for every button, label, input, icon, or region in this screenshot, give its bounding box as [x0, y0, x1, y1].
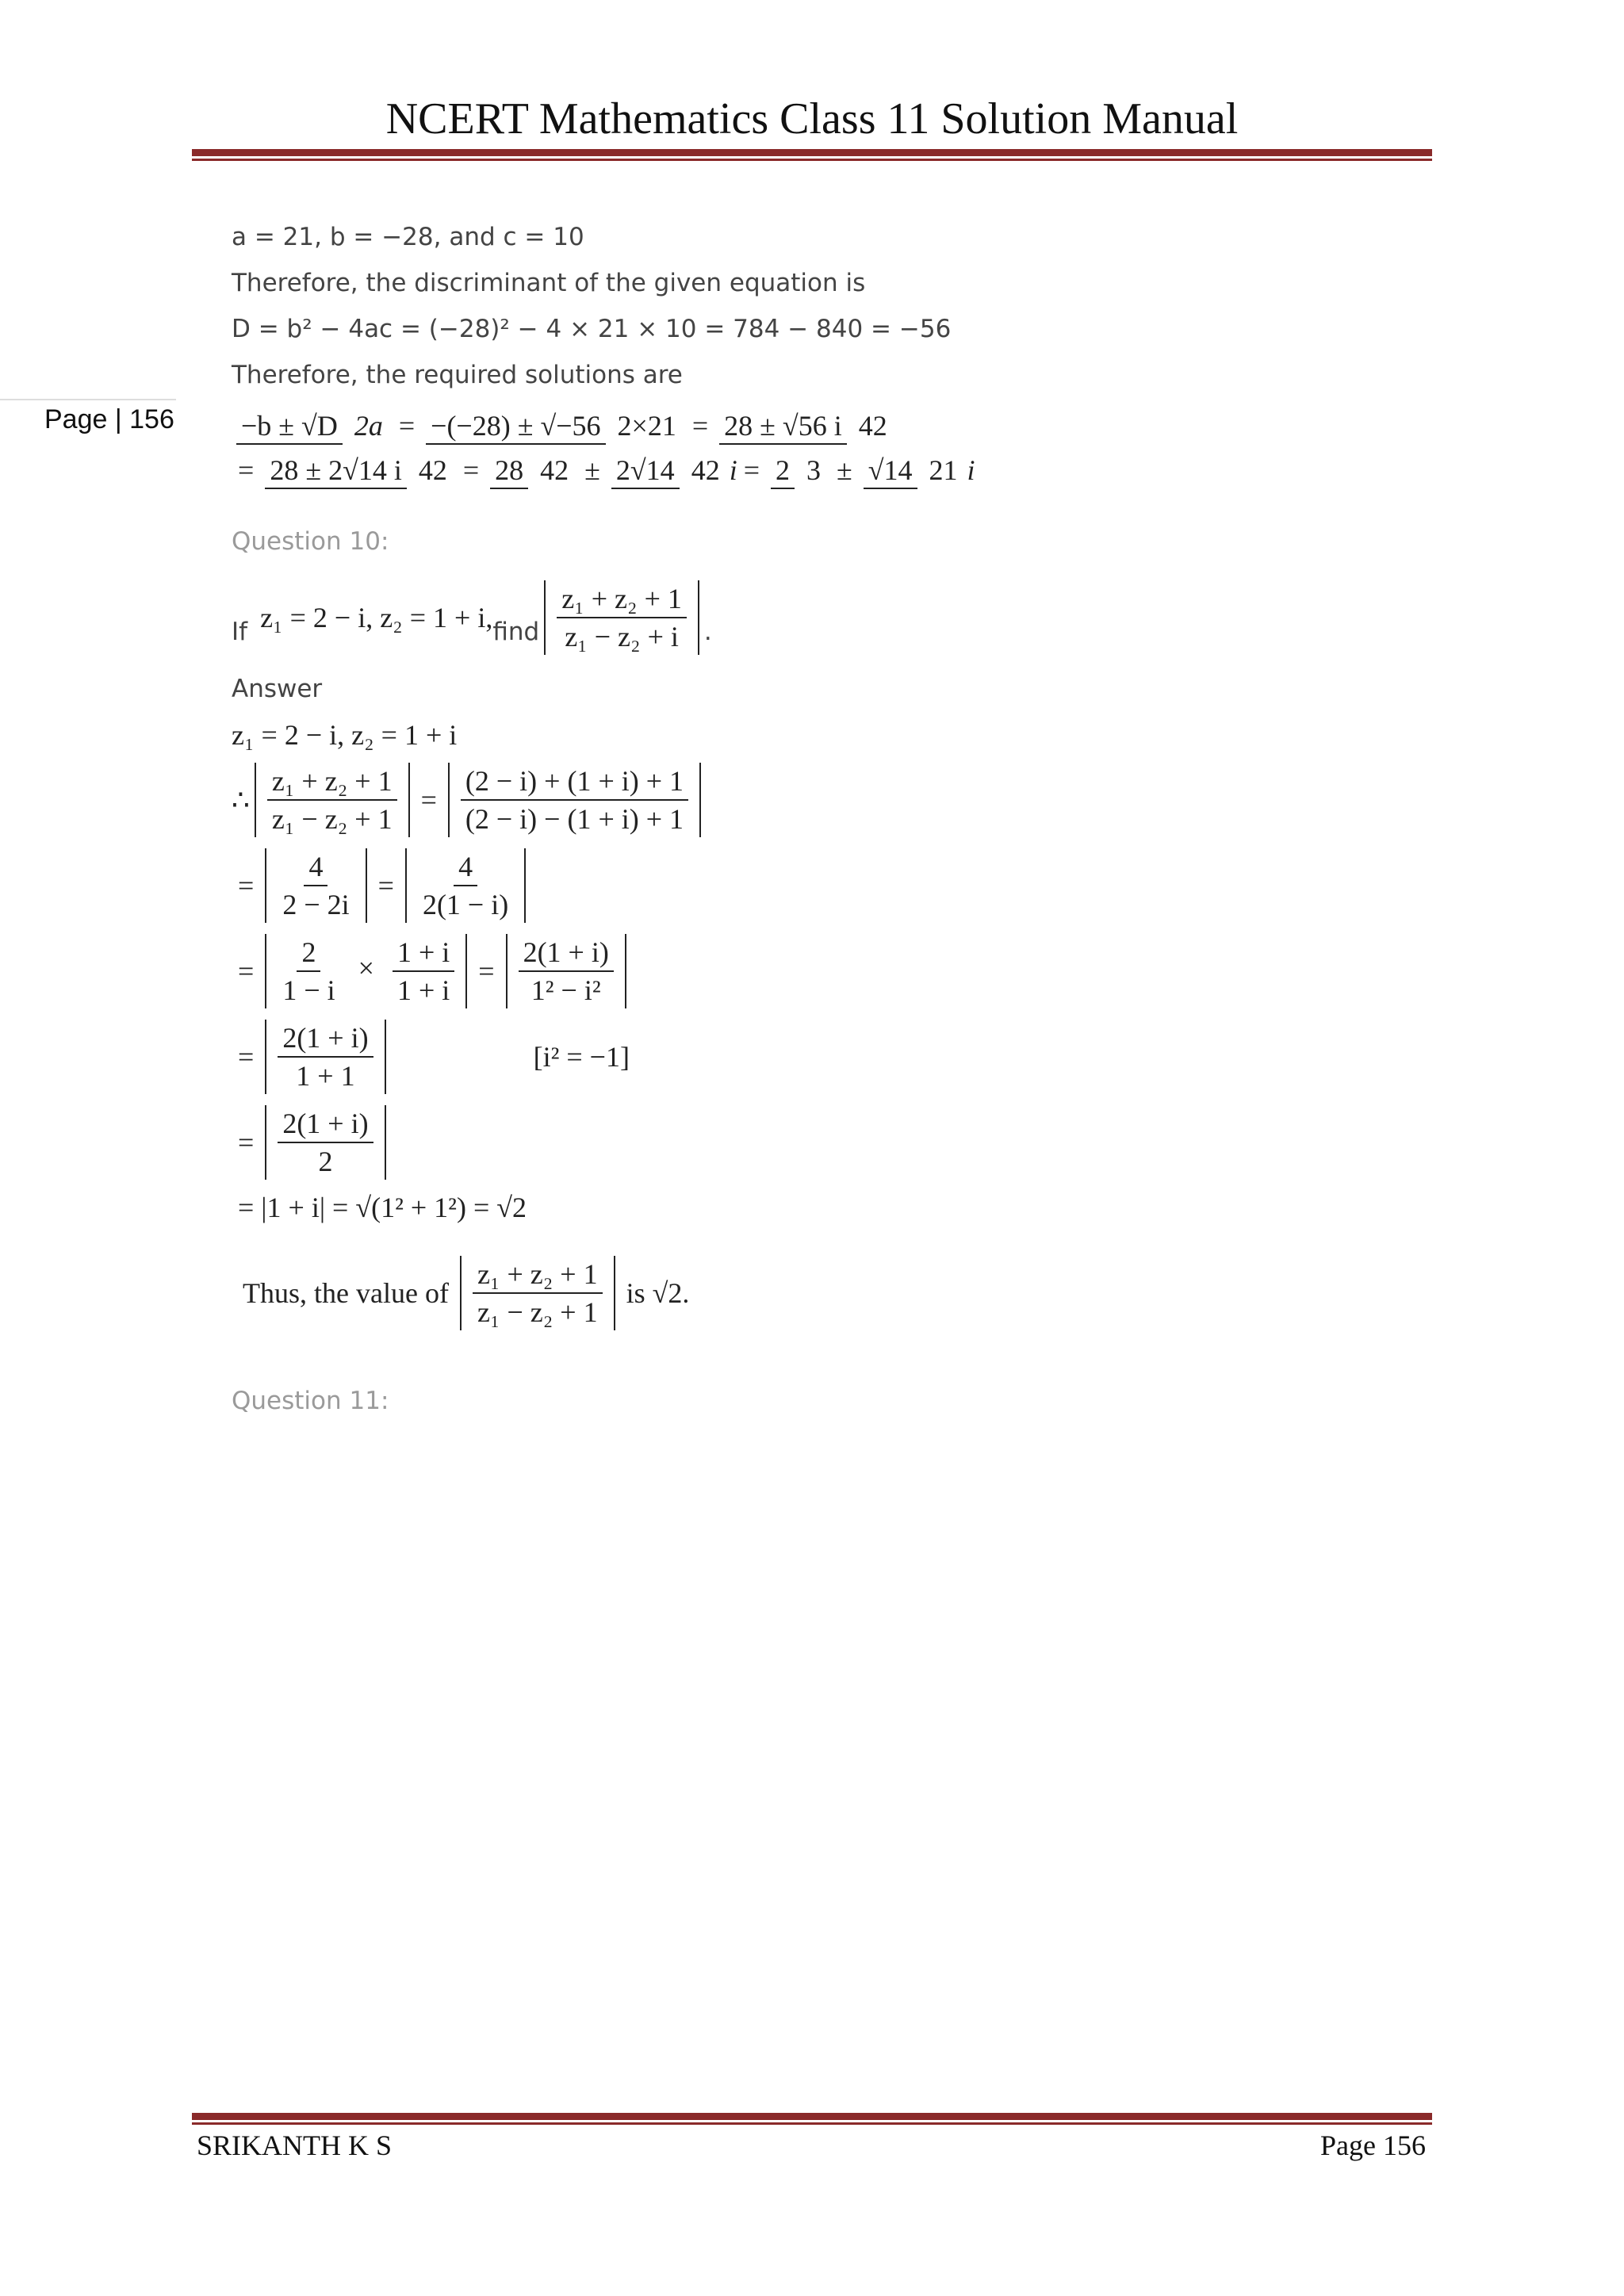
header-rule: [192, 149, 1432, 161]
solution-row-2: = 28 ± 2√14 i 42 = 28 42 ± 2√14 42 i = 2 3 ± √14 21 i: [232, 453, 1342, 487]
fraction: −(−28) ± √−56 2×21: [426, 409, 681, 442]
question-10-heading: Question 10:: [232, 527, 389, 556]
margin-page-label: Page | 156: [44, 404, 174, 434]
solution-row-1: −b ± √D 2a = −(−28) ± √−56 2×21 = 28 ± √56 i 42: [232, 409, 1342, 442]
absolute-value: $\frac{2(1 + i)}{1 + 1}$: [265, 1020, 385, 1094]
answer-label: Answer: [232, 675, 323, 703]
footer-page-number: Page 156: [1320, 2130, 1426, 2161]
absolute-value: $\frac{2(1 + i)}{2}$: [265, 1105, 385, 1180]
page-content: [232, 214, 1342, 1424]
absolute-value: $\frac{2(1 + i)}{\text{1² − i²}}$: [506, 934, 626, 1008]
answer-step-3: = $\frac{2}{1 - i}$ × $\frac{1 + i}{1 + i}$ = $\frac{2(1 + i)}{\text{1² − i²}}$: [232, 934, 1342, 1008]
fraction: 28 ± √56 i 42: [719, 409, 892, 442]
fraction: √14 21: [864, 453, 963, 487]
absolute-value: $\frac{\text{z₁ + z₂ + 1}}{\text{z₁ − z₂ + 1}}$: [255, 763, 410, 837]
question-11-heading: Question 11:: [232, 1387, 389, 1415]
discriminant-intro: Therefore, the discriminant of the given equation is: [232, 269, 866, 297]
solutions-intro: Therefore, the required solutions are: [232, 361, 683, 389]
footer-rule: [192, 2113, 1432, 2125]
margin-divider: [0, 399, 176, 400]
answer-step-2: = $\frac{4}{2 - 2i}$ = $\frac{4}{2(1 - i)}$: [232, 848, 1342, 923]
absolute-value: $\frac{(2 - i) + (1 + i) + 1}{(2 - i) - (1 + i) + 1}$: [448, 763, 701, 837]
absolute-value: [544, 580, 699, 655]
answer-step-6: = |1 + i| = √(1² + 1²) = √2: [238, 1192, 527, 1223]
fraction: 28 ± 2√14 i 42: [265, 453, 452, 487]
answer-given: z₁ = 2 − i, z₂ = 1 + i: [232, 719, 458, 751]
absolute-value: $\frac{4}{2(1 - i)}$: [405, 848, 526, 923]
identity-note: [i² = −1]: [533, 1041, 630, 1073]
question-10-statement: If z₁ = 2 − i, z₂ = 1 + i, find $\frac{\text{z₁ + z₂ + 1}}{\text{z₁ − z₂ + i}}$ .: [232, 580, 1342, 655]
coefficients-line: a = 21, b = −28, and c = 10: [232, 223, 584, 251]
answer-step-4: = $\frac{2(1 + i)}{1 + 1}$ [i² = −1]: [232, 1020, 1342, 1094]
absolute-value: $\frac{\text{z₁ + z₂ + 1}}{\text{z₁ − z₂ + 1}}$: [460, 1256, 615, 1330]
page-header-title: NCERT Mathematics Class 11 Solution Manual: [385, 94, 1239, 144]
fraction: $\frac{\text{z₁ + z₂ + 1}}{\text{z₁ − z₂ + i}}$: [557, 582, 687, 653]
answer-conclusion: Thus, the value of $\frac{\text{z₁ + z₂ + 1}}{\text{z₁ − z₂ + 1}}$ is √2.: [243, 1256, 1342, 1330]
fraction: 2 3: [771, 453, 825, 487]
footer-author: SRIKANTH K S: [197, 2130, 393, 2161]
absolute-value: $\frac{2}{1 - i}$ × $\frac{1 + i}{1 + i}$: [265, 934, 467, 1008]
discriminant-value: D = b² − 4ac = (−28)² − 4 × 21 × 10 = 784 − 840 = −56: [232, 315, 952, 343]
fraction: −b ± √D 2a: [236, 409, 388, 442]
answer-step-5: = $\frac{2(1 + i)}{2}$: [232, 1105, 1342, 1180]
fraction: 2√14 42: [611, 453, 725, 487]
absolute-value: $\frac{4}{2 - 2i}$: [265, 848, 366, 923]
answer-step-1: ∴ $\frac{\text{z₁ + z₂ + 1}}{\text{z₁ − z₂ + 1}}$ = $\frac{(2 - i) + (1 + i) + 1}{(2 - i) - (1 + i) + 1}$: [232, 763, 1342, 837]
fraction: 28 42: [490, 453, 573, 487]
